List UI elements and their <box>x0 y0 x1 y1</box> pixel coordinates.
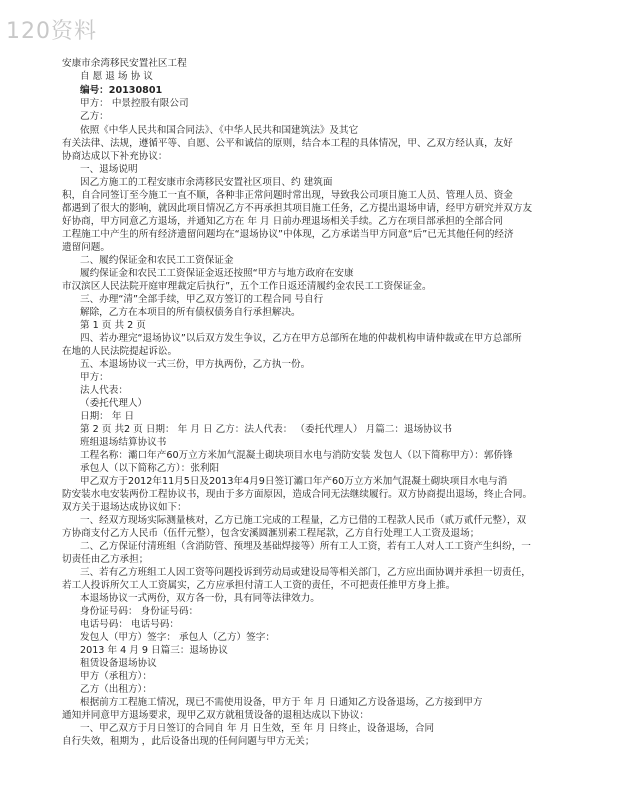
paragraph-line: 承包人（以下简称乙方）：张利阳 <box>80 463 220 474</box>
paragraph-line: 本退场协议一式两份，双方各一份，具有同等法律效力。 <box>80 593 320 604</box>
paragraph-line: 遗留问题。 <box>62 242 110 253</box>
section-heading: 二、履约保证金和农民工工资保证金 <box>80 255 234 266</box>
paragraph-line: 防安装水电安装两份工程协议书，现由于多方面原因，造成合同无法继续履行。双方协商提出退场，终止合同。 <box>62 489 533 500</box>
signature-label: 甲方： <box>80 372 109 383</box>
date-line: 2013 年 4 月 9 日篇三：退场协议 <box>80 645 228 656</box>
party-a: 甲方： 中景控股有限公司 <box>80 98 189 109</box>
paragraph-line: 若工人投诉所欠工人工资属实，乙方应承担付清工人工资的责任，不可把责任推甲方身上推。 <box>62 580 456 591</box>
project-title: 安康市余湾移民安置社区工程 <box>62 58 187 69</box>
document-number: 编号：20130801 <box>80 85 163 96</box>
signature-label: 法人代表： <box>80 385 128 396</box>
paragraph-line: 通知并同意甲方退场要求，现甲乙双方就租赁设备的退租达成以下协议： <box>62 710 369 721</box>
paragraph-line: 甲乙双方于2012年11月5日及2013年4月9日签订灞口年产60万立方米加气混凝土砌块项目水电与消 <box>80 476 508 487</box>
date-line: 日期： 年 日 <box>80 411 135 422</box>
document-title: 自 愿 退 场 协 议 <box>80 71 153 82</box>
paragraph-line: 第 2 页 共2 页 日期： 年 月 日 乙方：法人代表： （委托代理人） 月篇二：退场协议书 <box>80 424 452 435</box>
paragraph-line: 协商达成以下补充协议： <box>62 151 168 162</box>
form-field-line: 乙方（出租方）： <box>80 684 152 695</box>
paragraph-line: 市汉滨区人民法院开庭审理裁定后执行”，五个工作日返还清履约金农民工工资保证金。 <box>62 281 432 292</box>
paragraph-line: 在地的人民法院提起诉讼。 <box>62 346 178 357</box>
paragraph-line: 积，自合同签订至今施工一直不顺，各种非正常问题时常出现，导致我公司项目施工人员、管理人员、资金 <box>62 190 513 201</box>
section-heading: 一、退场说明 <box>80 164 138 175</box>
paragraph-line: 双方关于退场达成协议如下： <box>62 502 187 513</box>
paragraph-line: 工程名称：灞口年产60万立方米加气混凝土砌块项目水电与消防安装 发包人（以下简称甲方）：郭侨锋 <box>80 450 513 461</box>
signature-label: （委托代理人） <box>80 398 148 409</box>
page-number: 第 1 页 共 2 页 <box>80 320 146 331</box>
paragraph-line: 有关法律、法规，遵循平等、自愿、公平和诚信的原则，结合本工程的具体情况，甲、乙双方经认真，友好 <box>62 138 513 149</box>
party-b: 乙方： <box>80 111 109 122</box>
paragraph-line: 履约保证金和农民工工资保证金返还按照“甲方与地方政府在安康 <box>80 268 354 279</box>
paragraph-line: 三、办理“清”全部手续，甲乙双方签订的工程合同 号自行 <box>80 294 324 305</box>
paragraph-line: 方协商支付乙方人民币（伍仟元整），包含安溪圆滙别素工程尾款，乙方自行处理工人工资及退场； <box>62 528 480 539</box>
paragraph-line: 都遇到了很大的影响，就因此项目情况乙方不再承担其项目施工任务，乙方提出退场申请，经甲方研究并双方友 <box>62 203 533 214</box>
paragraph-line: 一、经双方现场实际测量核对，乙方已施工完成的工程量，乙方已借的工程款人民币（贰万贰仟元整），双 <box>80 515 527 526</box>
paragraph-line: 四、若办理完“退场协议”以后双方发生争议，乙方在甲方总部所在地的仲裁机构申请仲裁或在甲方总部所 <box>80 333 522 344</box>
paragraph-line: 切责任由乙方承担； <box>62 554 149 565</box>
paragraph-line: 三、若有乙方班组工人因工资等问题投诉到劳动局或建设局等相关部门，乙方应出面协调并承担一切责任， <box>80 567 531 578</box>
form-field-line: 甲方（承租方）： <box>80 671 152 682</box>
form-field-line: 发包人（甲方）签字： 承包人（乙方）签字： <box>80 632 275 643</box>
paragraph-line: 好协商，甲方同意乙方退场，并通知乙方在 年 月 日前办理退场相关手续。乙方在项目部承担的全部合同 <box>62 216 503 227</box>
paragraph-line: 五、本退场协议一式三份，甲方执两份，乙方执一份。 <box>80 359 311 370</box>
section-title: 租赁设备退场协议 <box>80 658 157 669</box>
paragraph-line: 工程施工中产生的所有经济遗留问题均在“退场协议”中体现，乙方承诺当甲方同意“后”已无其他任何的经济 <box>62 229 514 240</box>
watermark: 120资料 <box>6 19 97 44</box>
paragraph-line: 二、乙方保证付清班组（含消防管、预埋及基础焊接等）所有工人工资，若有工人对人工工资产生纠纷，一 <box>80 541 531 552</box>
paragraph-line: 一、甲乙双方于月日签订的合同自 年 月 日生效，至 年 月 日终止，设备退场，合同 <box>80 723 435 734</box>
paragraph-line: 因乙方施工的工程安康市余湾移民安置社区项目、约 建筑面 <box>80 177 333 188</box>
paragraph-line: 根据前方工程施工情况，现已不需使用设备，甲方于 年 月 日通知乙方设备退场，乙方接到甲方 <box>80 697 483 708</box>
form-field-line: 身份证号码： 身份证号码： <box>80 606 199 617</box>
paragraph-line: 解除，乙方在本项目的所有债权债务自行承担解决。 <box>80 307 301 318</box>
paragraph-line: 依照《中华人民共和国合同法》、《中华人民共和国建筑法》及其它 <box>80 125 359 136</box>
form-field-line: 电话号码： 电话号码： <box>80 619 179 630</box>
paragraph-line: 自行失效，租期为 ，此后设备出现的任何问题与甲方无关； <box>62 736 315 747</box>
section-title: 班组退场结算协议书 <box>80 437 167 448</box>
